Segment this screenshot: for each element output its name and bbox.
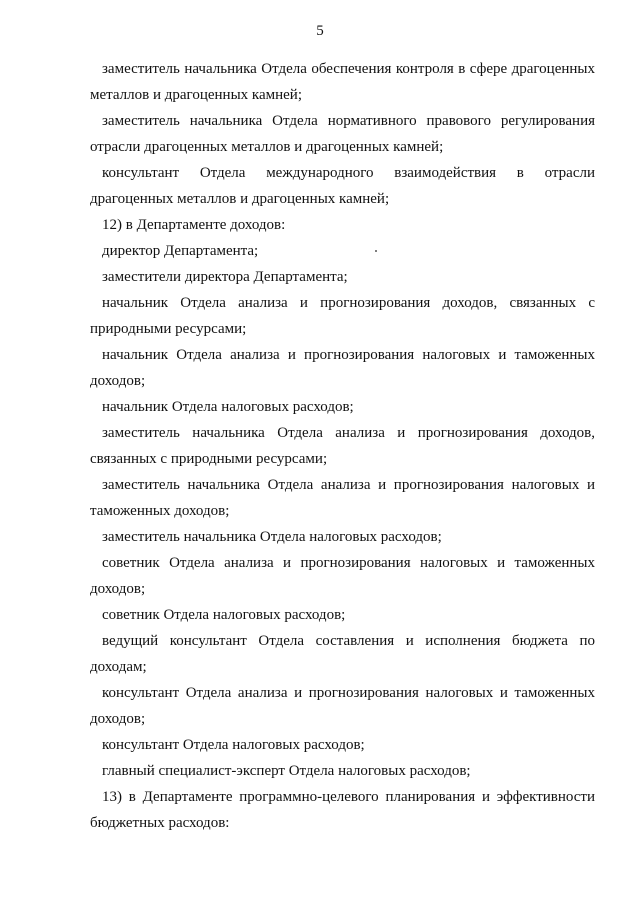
- document-body: [90, 56, 595, 836]
- paragraph: консультант Отдела международного взаимодействия в отрасли драгоценных металлов и драгоценных камней;: [90, 165, 595, 207]
- paragraph: начальник Отдела налоговых расходов;: [102, 399, 354, 415]
- page-number: 5: [316, 23, 324, 39]
- section-heading: 13) в Департаменте программно-целевого планирования и эффективности бюджетных расходов:: [90, 789, 595, 831]
- paragraph: главный специалист-эксперт Отдела налоговых расходов;: [102, 763, 471, 779]
- paragraph: начальник Отдела анализа и прогнозирования налоговых и таможенных доходов;: [90, 347, 595, 389]
- paragraph: ведущий консультант Отдела составления и исполнения бюджета по доходам;: [90, 633, 595, 675]
- paragraph: советник Отдела налоговых расходов;: [102, 607, 346, 623]
- paragraph: директор Департамента;: [102, 243, 259, 259]
- paragraph: консультант Отдела анализа и прогнозирования налоговых и таможенных доходов;: [90, 685, 595, 727]
- paragraph: начальник Отдела анализа и прогнозирования доходов, связанных с природными ресурсами;: [90, 295, 595, 337]
- paragraph: заместитель начальника Отдела анализа и прогнозирования доходов, связанных с природными ресурсами;: [90, 425, 595, 467]
- section-heading: 12) в Департаменте доходов:: [102, 217, 286, 233]
- paragraph: заместитель начальника Отдела анализа и прогнозирования налоговых и таможенных доходов;: [90, 477, 595, 519]
- paragraph: заместитель начальника Отдела обеспечения контроля в сфере драгоценных металлов и драгоценных камней;: [90, 61, 595, 103]
- paragraph: заместитель начальника Отдела налоговых расходов;: [102, 529, 442, 545]
- paragraph: заместитель начальника Отдела нормативного правового регулирования отрасли драгоценных металлов и драгоценных камней;: [90, 113, 595, 155]
- scan-speck: [375, 250, 377, 252]
- paragraph: советник Отдела анализа и прогнозирования налоговых и таможенных доходов;: [90, 555, 595, 597]
- paragraph: консультант Отдела налоговых расходов;: [102, 737, 365, 753]
- paragraph: заместители директора Департамента;: [102, 269, 348, 285]
